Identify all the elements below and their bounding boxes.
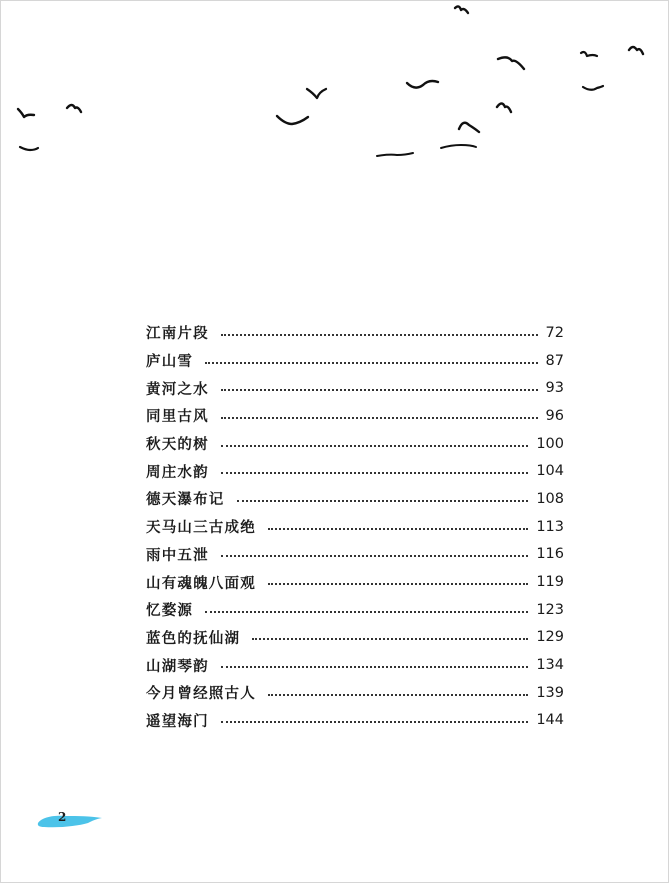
toc-entry-page: 144 xyxy=(536,712,564,729)
toc-dot-leader xyxy=(237,500,529,502)
toc-dot-leader xyxy=(205,611,528,613)
toc-entry-title: 庐山雪 xyxy=(146,354,194,371)
toc-dot-leader xyxy=(221,389,538,391)
toc-entry[interactable] xyxy=(146,707,564,735)
toc-entry[interactable] xyxy=(146,541,564,569)
toc-entry-page: 139 xyxy=(536,684,564,701)
toc-entry-page: 129 xyxy=(536,629,564,646)
toc-entry-title: 蓝色的抚仙湖 xyxy=(146,630,241,647)
toc-entry[interactable] xyxy=(146,485,564,513)
toc-entry-title: 黄河之水 xyxy=(146,381,209,398)
toc-dot-leader xyxy=(221,555,529,557)
toc-entry-title: 忆婺源 xyxy=(146,603,194,620)
toc-entry-title: 江南片段 xyxy=(146,326,209,343)
toc-dot-leader xyxy=(268,694,528,696)
toc-entry[interactable] xyxy=(146,374,564,402)
toc-entry[interactable] xyxy=(146,347,564,375)
toc-entry-title: 山有魂魄八面观 xyxy=(146,575,256,592)
toc-entry-title: 德天瀑布记 xyxy=(146,492,225,509)
toc-entry[interactable] xyxy=(146,596,564,624)
toc-entry[interactable] xyxy=(146,402,564,430)
toc-entry-page: 87 xyxy=(545,352,564,369)
toc-entry-title: 山湖琴韵 xyxy=(146,658,209,675)
toc-entry-page: 119 xyxy=(536,574,564,591)
toc-dot-leader xyxy=(252,638,528,640)
toc-entry-page: 116 xyxy=(536,546,564,563)
toc-entry-title: 周庄水韵 xyxy=(146,464,209,481)
toc-entry-title: 秋天的树 xyxy=(146,437,209,454)
toc-entry-title: 天马山三古成绝 xyxy=(146,520,256,537)
toc-entry-page: 72 xyxy=(545,324,564,341)
toc-entry-page: 113 xyxy=(536,518,564,535)
toc-dot-leader xyxy=(268,528,528,530)
toc-entry-page: 123 xyxy=(536,601,564,618)
toc-entry[interactable] xyxy=(146,319,564,347)
toc-dot-leader xyxy=(221,445,529,447)
page-number: 2 xyxy=(58,810,67,824)
toc-dot-leader xyxy=(221,417,538,419)
toc-entry[interactable] xyxy=(146,430,564,458)
toc-entry[interactable] xyxy=(146,457,564,485)
toc-entry-title: 今月曾经照古人 xyxy=(146,686,256,703)
brush-stroke-icon xyxy=(36,809,104,831)
toc-dot-leader xyxy=(268,583,528,585)
toc-entry-title: 遥望海门 xyxy=(146,713,209,730)
toc-entry-page: 100 xyxy=(536,435,564,452)
toc-entry-page: 134 xyxy=(536,657,564,674)
flying-birds-icon xyxy=(1,1,669,171)
toc-dot-leader xyxy=(221,721,529,723)
table-of-contents xyxy=(146,319,564,734)
toc-entry[interactable] xyxy=(146,651,564,679)
toc-dot-leader xyxy=(221,334,538,336)
toc-entry-page: 104 xyxy=(536,463,564,480)
toc-entry[interactable] xyxy=(146,568,564,596)
toc-entry-page: 93 xyxy=(545,380,564,397)
toc-entry[interactable] xyxy=(146,624,564,652)
toc-dot-leader xyxy=(221,666,529,668)
toc-entry-page: 108 xyxy=(536,490,564,507)
toc-entry[interactable] xyxy=(146,513,564,541)
toc-dot-leader xyxy=(221,472,529,474)
toc-entry-title: 雨中五泄 xyxy=(146,547,209,564)
toc-entry[interactable] xyxy=(146,679,564,707)
toc-dot-leader xyxy=(205,362,537,364)
toc-entry-title: 同里古风 xyxy=(146,409,209,426)
toc-entry-page: 96 xyxy=(545,407,564,424)
